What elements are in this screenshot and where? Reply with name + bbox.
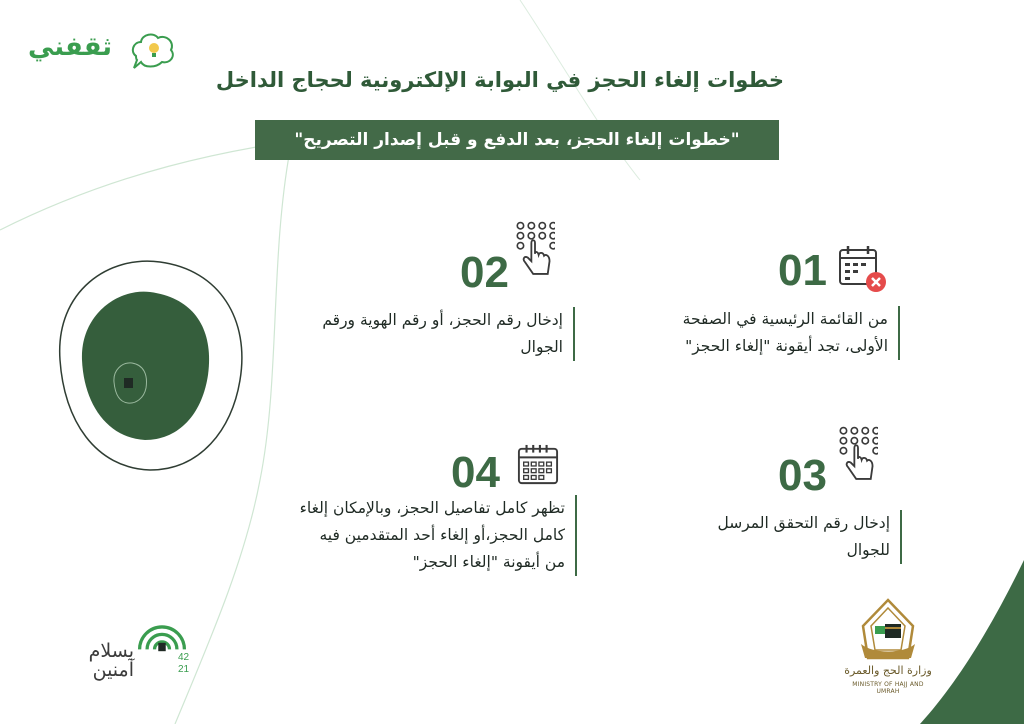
campaign-number: 21 (178, 664, 190, 675)
step-line: من أيقونة "إلغاء الحجز" (412, 553, 565, 571)
ministry-logo (840, 598, 936, 698)
tap-keypad-icon (515, 220, 555, 286)
step-01 (600, 240, 900, 365)
step-line: الأولى، تجد أيقونة "إلغاء الحجز" (685, 337, 888, 355)
campaign-numbers (178, 652, 189, 676)
campaign-number: 42 (178, 652, 190, 663)
brand-logo (20, 30, 175, 75)
page-title: خطوات إلغاء الحجز في البوابة الإلكترونية لحجاج الداخل (215, 68, 785, 92)
campaign-name-line: آمنين (92, 659, 134, 681)
step-number: 01 (778, 246, 827, 295)
step-line: للجوال (846, 541, 890, 559)
step-number: 03 (778, 451, 827, 500)
step-line: إدخال رقم الحجز، أو رقم الهوية ورقم (322, 311, 563, 329)
ministry-name-ar: وزارة الحج والعمرة (844, 664, 932, 677)
step-line: تظهر كامل تفاصيل الحجز، وبالإمكان إلغاء (299, 499, 565, 517)
brand-name: ثقفني (27, 32, 113, 62)
step-description (223, 307, 575, 361)
tap-keypad-icon (838, 425, 878, 491)
calendar-cancel-icon (838, 244, 888, 294)
subtitle-banner: "خطوات إلغاء الحجز، بعد الدفع و قبل إصدار التصريح" (255, 120, 779, 160)
step-description (598, 306, 900, 360)
step-04 (225, 440, 577, 595)
calendar-grid-icon (517, 444, 559, 486)
step-line: إدخال رقم التحقق المرسل (717, 514, 890, 532)
step-line: الجوال (520, 338, 563, 356)
step-description (225, 495, 577, 576)
campaign-logo (56, 612, 196, 682)
step-line: كامل الحجز،أو إلغاء أحد المتقدمين فيه (319, 526, 565, 544)
step-03 (640, 425, 902, 565)
step-description (640, 510, 902, 564)
campaign-name (56, 642, 134, 680)
step-02 (215, 220, 575, 365)
ministry-emblem-icon (853, 598, 923, 664)
ministry-name-en: MINISTRY OF HAJJ AND UMRAH (852, 681, 924, 695)
step-number: 04 (451, 448, 500, 497)
lightbulb-cloud-icon (130, 30, 176, 72)
step-number: 02 (460, 248, 509, 297)
campaign-name-line: بسلام (88, 640, 134, 662)
step-line: من القائمة الرئيسية في الصفحة (682, 310, 888, 328)
